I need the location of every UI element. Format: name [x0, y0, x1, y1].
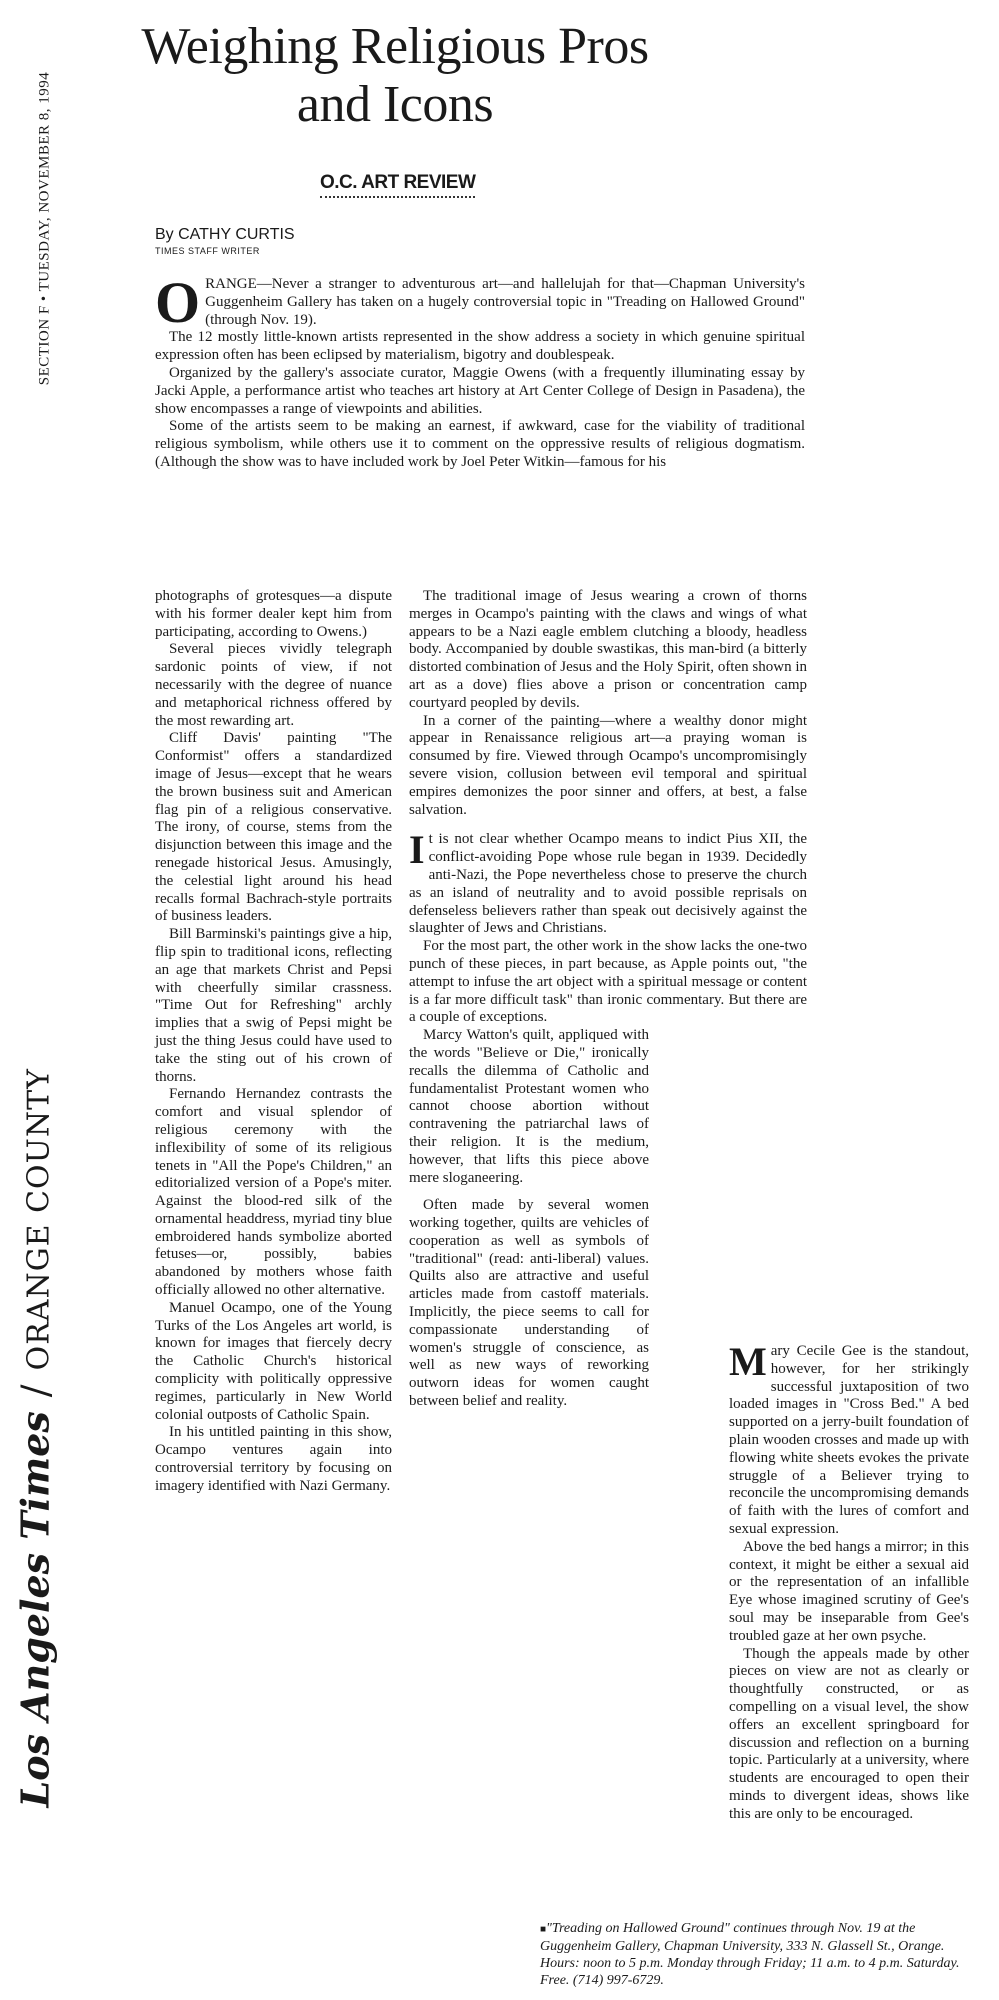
edition-name: ORANGE COUNTY [21, 1068, 57, 1371]
drop-cap: O [155, 270, 201, 335]
paragraph: Manuel Ocampo, one of the Young Turks of the Los Angeles art world, is known for images that fiercely decry the Catholic Church's historical complicity with politically oppressive regimes, particularly in New World colonial outposts of Catholic Spain. [155, 1299, 392, 1423]
exhibit-info-note [540, 1920, 980, 1989]
paragraph: The traditional image of Jesus wearing a crown of thorns merges in Ocampo's painting with the claws and wings of what appears to be a Nazi eagle emblem clutching a bloody, headless body. Accompanied by double swastikas, this man-bird (a bitterly distorted combination of Jesus and the Holy Spirit, often shown in art as a dove) flies above a prison or concentration camp courtyard peopled by devils. [409, 588, 807, 711]
paragraph: Organized by the gallery's associate curator, Maggie Owens (with a frequently illuminating essay by Jacki Apple, a performance artist who teaches art history at Art Center College of Design in Pasadena), the show encompasses a range of viewpoints and abilities. [155, 364, 805, 417]
bullet-icon: ■ [540, 1924, 547, 1935]
byline: By CATHY CURTIS [155, 226, 295, 243]
newspaper-masthead [12, 1068, 58, 1808]
byline-role: TIMES STAFF WRITER [155, 246, 260, 256]
paragraph: Above the bed hangs a mirror; in this context, it might be either a sexual aid or the representation of an infallible Eye whose imagined scrutiny of Gee's soul may be inseparable from Gee's troubled gaze at her own psyche. [729, 1538, 969, 1644]
section-start-paragraph: It is not clear whether Ocampo means to indict Pius XII, the conflict-avoiding Pope whose rule began in 1939. Decidedly anti-Nazi, the Pope nevertheless chose to preserve the church as an island of neutrality and to avoid possible reprisals on defenseless believers rather than speak out decisively against the slaughter of Jews and Christians. [409, 827, 807, 937]
paragraph: Cliff Davis' painting "The Conformist" offers a standardized image of Jesus—except that he wears the brown business suit and American flag pin of a religious conservative. The irony, of course, stems from the disjunction between this image and the renegade historical Jesus. Amusingly, the celestial light around his head recalls formal Bachrach-style portraits of business leaders. [155, 730, 392, 925]
paragraph: Some of the artists seem to be making an earnest, if awkward, case for the viability of traditional religious symbolism, while others use it to comment on the oppressive results of religious dogmatism. (Although the show was to have included work by Joel Peter Witkin—famous for his [155, 418, 805, 470]
dateline: SECTION F • TUESDAY, NOVEMBER 8, 1994 [36, 71, 53, 386]
paragraph: In a corner of the painting—where a wealthy donor might appear in Renaissance religious art—a praying woman is consumed by fire. Viewed through Ocampo's uncompromisingly severe vision, collusion between evil temporal and spiritual empires demonizes the poor sinner and offers, at best, a false salvation. [409, 712, 807, 818]
paragraph: photographs of grotesques—a dispute with his former dealer kept him from participating, according to Owens.) [155, 588, 392, 640]
lead-section [155, 270, 805, 472]
drop-cap: I [409, 827, 425, 873]
paragraph: Several pieces vividly telegraph sardonic points of view, if not necessarily with the degree of nuance and metaphorical richness offered by the most rewarding art. [155, 641, 392, 729]
column-3 [729, 1339, 969, 1824]
paragraph: Often made by several women working together, quilts are vehicles of cooperation as well as symbols of "traditional" (read: anti-liberal) values. Quilts also are attractive and useful articles made from castoff materials. Implicitly, the piece seems to call for compassionate understanding of women's struggle of conscience, as well as new ways of reworking outworn ideas for women caught between belief and reality. [409, 1197, 649, 1410]
section-start-paragraph: Mary Cecile Gee is the standout, however, for her strikingly successful juxtaposition of two loaded images in "Cross Bed." A bed supported on a jerry-built foundation of plain wooden crosses and made up with flowing white sheets evokes the private struggle of a Believer trying to reconcile the uncompromising demands of faith with the lures of comfort and sexual expression. [729, 1339, 969, 1537]
masthead-separator: / [13, 1384, 58, 1398]
paragraph: The 12 mostly little-known artists represented in the show address a society in which genuine spiritual expression often has been eclipsed by materialism, bigotry and doublespeak. [155, 329, 805, 364]
paragraph: Though the appeals made by other pieces on view are not as clearly or thoughtfully constructed, or as compelling on a visual level, the show offers an excellent springboard for discussion and reflection on a burning topic. Particularly at a university, where students are encouraged to open their minds to divergent ideas, shows like this are only to be encouraged. [729, 1645, 969, 1822]
column-2 [409, 588, 807, 1411]
lead-paragraph: ORANGE—Never a stranger to adventurous art—and hallelujah for that—Chapman University's Guggenheim Gallery has taken on a hugely controversial topic in "Treading on Hallowed Ground" (through Nov. 19). [155, 270, 805, 335]
paragraph: Bill Barminski's paintings give a hip, flip spin to traditional icons, reflecting an age that markets Christ and Pepsi with cheerfully similar crassness. "Time Out for Refreshing" archly implies that a swig of Pepsi might be just the thing Jesus could have used to take the sting out of his crown of thorns. [155, 926, 392, 1085]
section-label: O.C. ART REVIEW [320, 172, 475, 198]
headline: Weighing Religious Pros and Icons [141, 18, 649, 133]
exhibit-info-text: "Treading on Hallowed Ground" continues through Nov. 19 at the Guggenheim Gallery, Chapman University, 333 N. Glassell St., Orange. Hours: noon to 5 p.m. Monday through Friday; 11 a.m. to 4 p.m. Saturday. Free. (714) 997-6729. [540, 1921, 960, 1988]
column-1 [155, 588, 392, 1496]
paragraph: Marcy Watton's quilt, appliqued with the words "Believe or Die," ironically recalls the dilemma of Catholic and fundamentalist Protestant women who cannot choose abortion without contravening the patriarchal laws of their religion. It is the medium, however, that lifts this piece above mere sloganeering. [409, 1027, 649, 1186]
drop-cap: M [729, 1339, 767, 1384]
paragraph: Fernando Hernandez contrasts the comfort and visual splendor of religious ceremony with the inflexibility of some of its religious tenets in "All the Pope's Children," an editorialized version of a Pope's miter. Against the blood-red silk of the ornamental headdress, myriad tiny blue embroidered hands symbolize aborted fetuses—or, possibly, babies abandoned by mothers whose faith officially allowed no other alternative. [155, 1086, 393, 1299]
paper-name: Los Angeles Times [12, 1411, 58, 1808]
paragraph: In his untitled painting in this show, Ocampo ventures again into controversial territory by focusing on imagery identified with Nazi Germany. [155, 1424, 392, 1494]
paragraph: For the most part, the other work in the show lacks the one-two punch of these pieces, in part because, as Apple points out, "the attempt to infuse the art object with a spiritual message or content is a far more difficult task" than ironic commentary. But there are a couple of exceptions. [409, 938, 807, 1026]
